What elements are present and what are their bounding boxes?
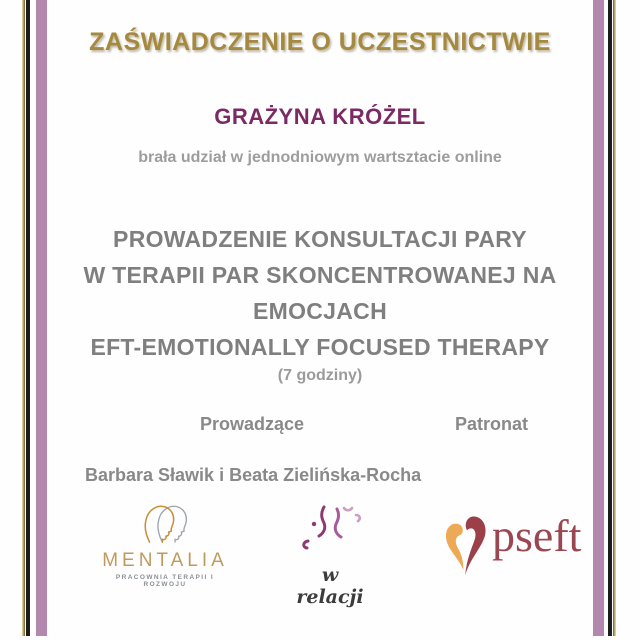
- frame-mauve-band-left: [36, 0, 47, 636]
- patronage-label: Patronat: [455, 414, 529, 434]
- w-relacji-logo-text: w relacji: [296, 564, 364, 608]
- frame-gold-line-right: [613, 0, 616, 636]
- w-relacji-faces-icon: [292, 542, 368, 559]
- leaders-label: Prowadzące: [200, 414, 305, 434]
- course-title-line-3: EMOCJACH: [252, 298, 388, 324]
- pseft-logo-text: pseft: [492, 510, 582, 561]
- w-relacji-logo: [285, 503, 375, 608]
- mentalia-logo: [95, 503, 235, 588]
- pseft-logo: [438, 505, 598, 582]
- frame-black-line-right: [608, 0, 612, 636]
- participant-name: GRAŻYNA KRÓŻEL: [214, 104, 426, 129]
- mentalia-logo-subtitle: PRACOWNIA TERAPII I ROZWOJU: [115, 574, 215, 588]
- frame-black-line-left: [26, 0, 30, 636]
- course-title: [55, 221, 585, 365]
- frame-gold-line-left: [22, 0, 25, 636]
- course-duration: (7 godziny): [277, 367, 363, 384]
- course-title-line-2: W TERAPII PAR SKONCENTROWANEJ NA: [83, 262, 557, 288]
- pseft-heart-icon: [438, 505, 496, 582]
- leaders-names: Barbara Sławik i Beata Zielińska-Rocha: [85, 465, 422, 485]
- certificate-title: ZAŚWIADCZENIE O UCZESTNICTWIE: [89, 28, 551, 56]
- course-title-line-4: EFT-EMOTIONALLY FOCUSED THERAPY: [90, 334, 550, 360]
- participation-line: brała udział w jednodniowym wartsztacie online: [138, 149, 502, 166]
- mentalia-logo-text: MENTALIA: [102, 550, 228, 571]
- mentalia-heads-icon: [134, 530, 196, 547]
- course-title-line-1: PROWADZENIE KONSULTACJI PARY: [113, 226, 527, 252]
